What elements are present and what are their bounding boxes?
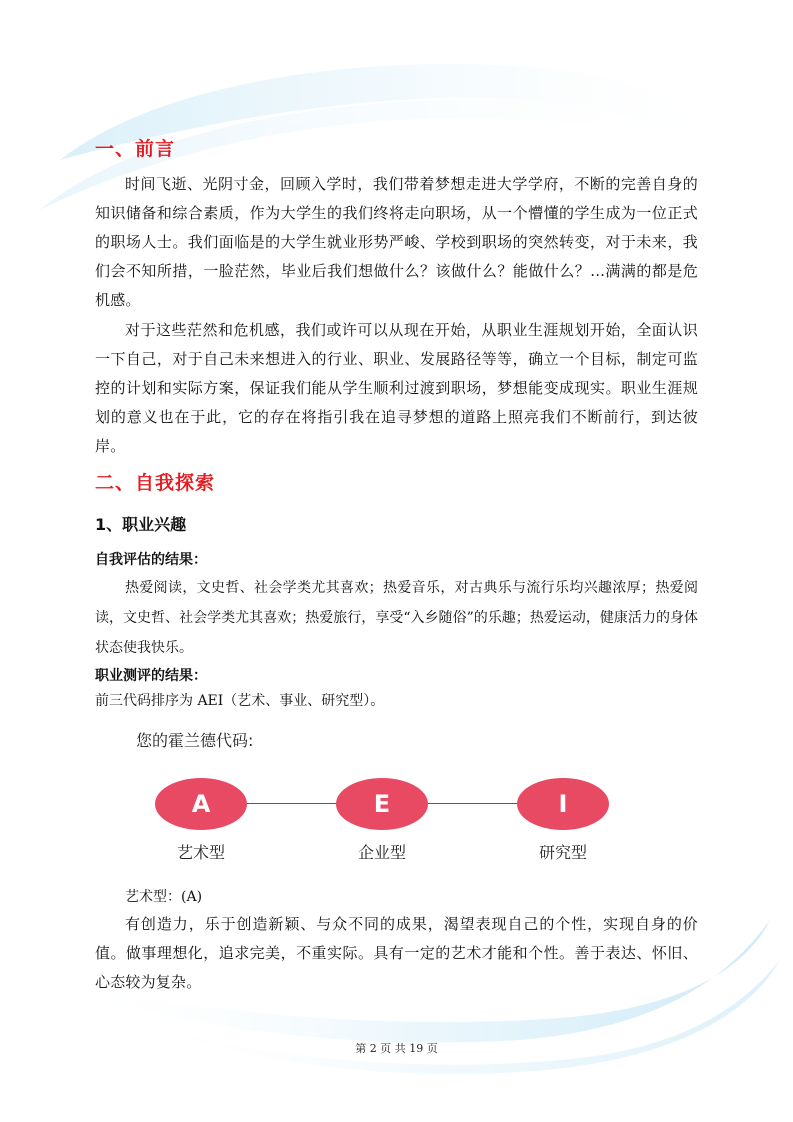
subsection-heading-interest: 1、职业兴趣 (95, 515, 187, 534)
code-node-e-label: 企业型 (357, 843, 406, 862)
code-node-e: E (336, 778, 428, 830)
figure-caption: 您的霍兰德代码: (136, 731, 254, 750)
self-eval-text: 热爱阅读，文史哲、社会学类尤其喜欢；热爱音乐，对古典乐与流行乐均兴趣浓厚；热爱阅读，文史哲、社会学类尤其喜欢；热爱旅行，享受“入乡随俗”的乐趣；热爱运动，健康活力的身体状态使我快乐。 (95, 580, 698, 656)
preface-paragraph-1: 时间飞逝、光阴寸金，回顾入学时，我们带着梦想走进大学学府，不断的完善自身的知识储备和综合素质，作为大学生的我们终将走向职场，从一个懵懂的学生成为一位正式的职场人士。我们面临是的大学生就业形势严峻、学校到职场的突然转变，对于未来，我们会不知所措，一脸茫然，毕业后我们想做什么？该做什么？能做什么？...满满的都是危机感。 (95, 175, 698, 309)
art-type-label: 艺术型：(A) (125, 889, 203, 905)
page-footer: 第 2 页 共 19 页 (355, 1042, 438, 1055)
code-node-i: I (517, 778, 609, 830)
connector-line (247, 803, 337, 804)
code-node-i-label: 研究型 (538, 843, 587, 862)
holland-code-figure (130, 728, 630, 868)
code-node-a: A (155, 778, 247, 830)
section-heading-preface: 一、前言 (95, 138, 176, 160)
code-node-a-label: 艺术型 (176, 843, 225, 862)
test-result-label: 职业测评的结果： (95, 668, 207, 684)
test-result-text: 前三代码排序为 AEI（艺术、事业、研究型）。 (95, 693, 385, 709)
preface-paragraph-2: 对于这些茫然和危机感，我们或许可以从现在开始，从职业生涯规划开始，全面认识一下自己，对于自己未来想进入的行业、职业、发展路径等等，确立一个目标，制定可监控的计划和实际方案，保证我们能从学生顺利过渡到职场，梦想能变成现实。职业生涯规划的意义也在于此，它的存在将指引我在追寻梦想的道路上照亮我们不断前行，到达彼岸。 (95, 321, 698, 455)
connector-line (428, 803, 518, 804)
section-heading-self-exploration: 二、自我探索 (95, 472, 216, 494)
art-type-description: 有创造力，乐于创造新颖、与众不同的成果，渴望表现自己的个性，实现自身的价值。做事理想化，追求完美，不重实际。具有一定的艺术才能和个性。善于表达、怀旧、心态较为复杂。 (95, 915, 698, 991)
self-eval-label: 自我评估的结果： (95, 552, 207, 568)
